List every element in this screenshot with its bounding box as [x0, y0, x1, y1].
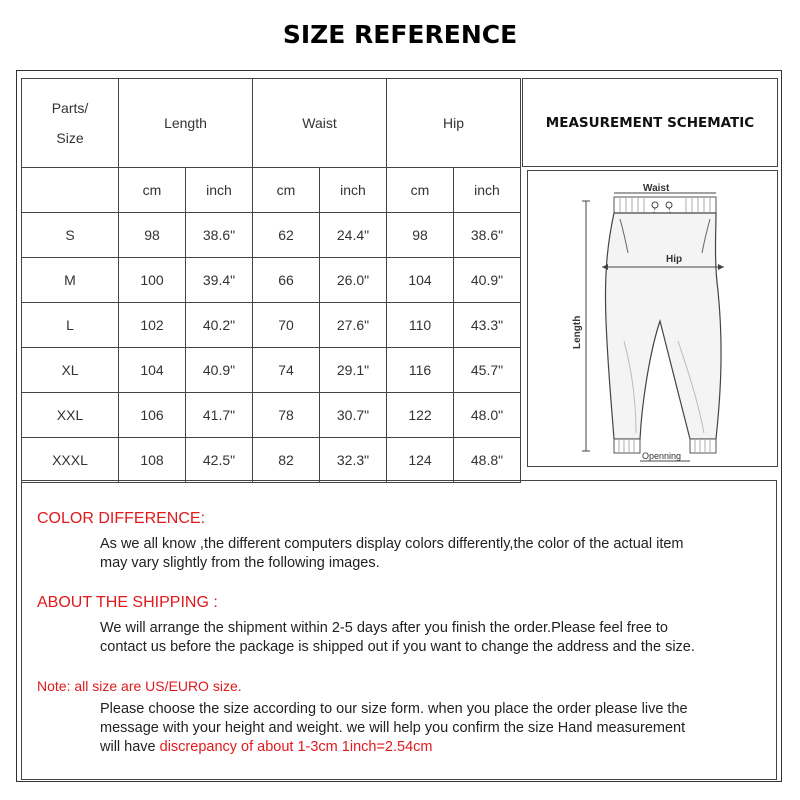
cuff-right	[690, 439, 716, 453]
unit-cell: inch	[186, 168, 253, 213]
table-row	[22, 438, 521, 483]
table-cell: 26.0"	[320, 258, 387, 303]
table-cell: 48.8"	[454, 438, 521, 483]
notes-box	[21, 480, 777, 780]
table-cell: 110	[387, 303, 454, 348]
unit-row	[22, 168, 521, 213]
note-line-2: message with your height and weight. we will help you confirm the size Hand measurement	[100, 720, 686, 736]
table-cell: 124	[387, 438, 454, 483]
size-cell: XXXL	[22, 438, 119, 483]
unit-cell: cm	[387, 168, 454, 213]
shipping-line-2: contact us before the package is shipped out if you want to change the address and the size.	[100, 639, 695, 655]
parts-size-header	[22, 79, 119, 168]
table-cell: 27.6"	[320, 303, 387, 348]
unit-cell: inch	[320, 168, 387, 213]
size-label: Size	[56, 130, 84, 146]
measurement-schematic	[527, 170, 778, 467]
table-cell: 38.6"	[454, 213, 521, 258]
table-cell: 70	[253, 303, 320, 348]
table-cell: 62	[253, 213, 320, 258]
table-cell: 43.3"	[454, 303, 521, 348]
pants-diagram	[528, 171, 777, 466]
note-line-3	[100, 738, 432, 757]
hip-arrow-right	[718, 264, 724, 270]
table-cell: 42.5"	[186, 438, 253, 483]
table-row	[22, 258, 521, 303]
size-cell: L	[22, 303, 119, 348]
unit-cell: inch	[454, 168, 521, 213]
waistband	[614, 197, 716, 213]
note-line-1: Please choose the size according to our size form. when you place the order please live the	[100, 701, 688, 717]
length-header: Length	[119, 79, 253, 168]
table-cell: 40.9"	[186, 348, 253, 393]
table-cell: 66	[253, 258, 320, 303]
size-cell: XXL	[22, 393, 119, 438]
table-cell: 38.6"	[186, 213, 253, 258]
table-cell: 74	[253, 348, 320, 393]
table-cell: 102	[119, 303, 186, 348]
hip-header: Hip	[387, 79, 521, 168]
table-cell: 100	[119, 258, 186, 303]
table-cell: 40.2"	[186, 303, 253, 348]
table-cell: 41.7"	[186, 393, 253, 438]
table-cell: 78	[253, 393, 320, 438]
table-cell: 106	[119, 393, 186, 438]
table-row	[22, 213, 521, 258]
table-cell: 48.0"	[454, 393, 521, 438]
table-cell: 24.4"	[320, 213, 387, 258]
opening-label: Openning	[642, 451, 682, 461]
table-cell: 116	[387, 348, 454, 393]
table-cell: 108	[119, 438, 186, 483]
color-difference-line-2: may vary slightly from the following images.	[100, 555, 380, 571]
table-cell: 30.7"	[320, 393, 387, 438]
cuff-left	[614, 439, 640, 453]
table-row	[22, 303, 521, 348]
hip-label: Hip	[666, 254, 683, 265]
parts-label: Parts/	[51, 100, 89, 116]
table-header-row	[22, 79, 521, 168]
color-difference-line-1: As we all know ,the different computers display colors differently,the color of the actual item	[100, 536, 684, 552]
schematic-title: MEASUREMENT SCHEMATIC	[522, 78, 778, 167]
note-discrepancy-text: discrepancy of about 1-3cm 1inch=2.54cm	[159, 739, 433, 755]
table-cell: 122	[387, 393, 454, 438]
table-cell: 98	[387, 213, 454, 258]
shipping-heading: ABOUT THE SHIPPING :	[37, 594, 218, 611]
unit-blank	[22, 168, 119, 213]
unit-cell: cm	[119, 168, 186, 213]
shipping-line-1: We will arrange the shipment within 2-5 days after you finish the order.Please feel free to	[100, 620, 668, 636]
waist-label: Waist	[643, 183, 670, 194]
table-cell: 82	[253, 438, 320, 483]
table-cell: 40.9"	[454, 258, 521, 303]
waist-header: Waist	[253, 79, 387, 168]
table-row	[22, 393, 521, 438]
note-line-3-prefix: will have	[100, 739, 160, 755]
size-cell: S	[22, 213, 119, 258]
table-row	[22, 348, 521, 393]
page-title: SIZE REFERENCE	[282, 20, 518, 49]
size-cell: XL	[22, 348, 119, 393]
table-cell: 98	[119, 213, 186, 258]
table-cell: 104	[119, 348, 186, 393]
size-cell: M	[22, 258, 119, 303]
hip-arrow-left	[602, 264, 608, 270]
size-table	[21, 78, 521, 483]
table-cell: 29.1"	[320, 348, 387, 393]
table-cell: 45.7"	[454, 348, 521, 393]
unit-cell: cm	[253, 168, 320, 213]
table-cell: 104	[387, 258, 454, 303]
table-cell: 32.3"	[320, 438, 387, 483]
color-difference-heading: COLOR DIFFERENCE:	[37, 510, 206, 527]
table-cell: 39.4"	[186, 258, 253, 303]
length-label: Length	[572, 315, 583, 349]
note-heading: Note: all size are US/EURO size.	[37, 678, 242, 694]
